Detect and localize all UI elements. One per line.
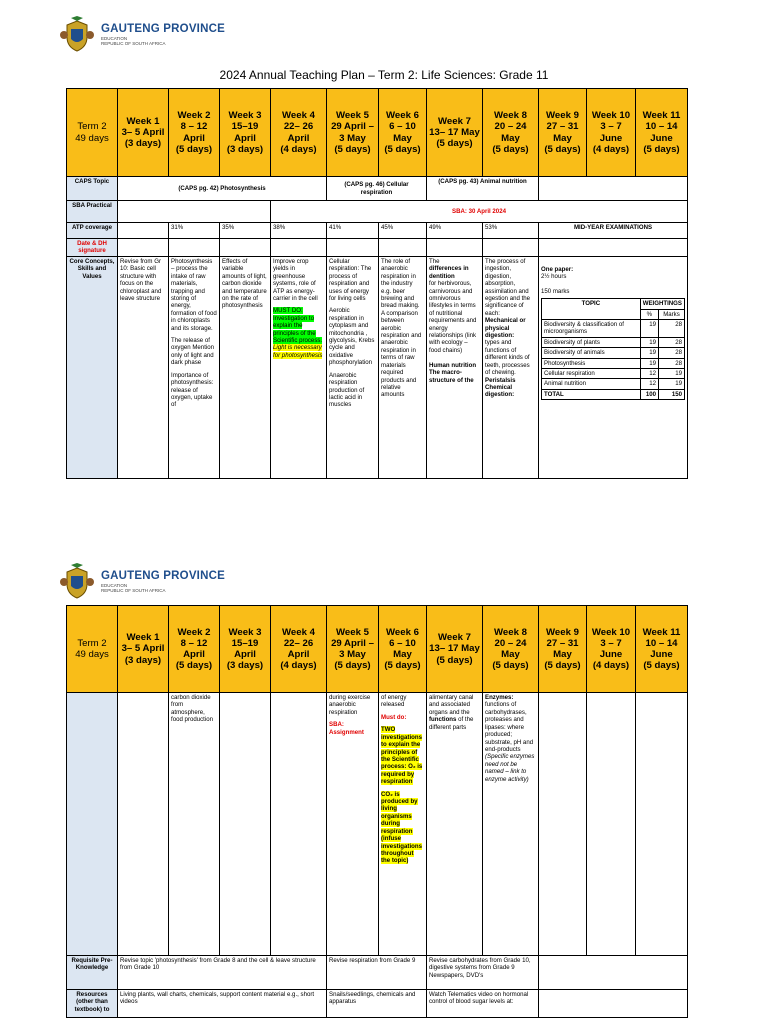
country-name: REPUBLIC OF SOUTH AFRICA [101, 587, 166, 593]
resources-respiration: Snails/seedlings, chemicals and apparatus [327, 990, 427, 1018]
midyear-exams: MID-YEAR EXAMINATIONS [539, 223, 688, 239]
atp-week-2: 31% [169, 223, 220, 239]
caps-topic-label: CAPS Topic [67, 177, 118, 201]
teaching-plan-table-page-1 [66, 88, 688, 479]
weight-row: Animal nutrition 12 19 [542, 379, 685, 389]
week-8-header: Week 8 20 – 24 May (5 days) [483, 606, 539, 693]
exam-details: One paper: 2½ hours 150 marks TOPIC WEIGHTINGS % Marks Biodiversity & classification of microorganisms 19 28 Biodiversity of plants 19 28 Biodiversity of animals 19 28 Photosynthesis 19 28 Cellular respiration 12 19 Animal nutrition 12 19 TOTAL 100 150 [539, 256, 688, 478]
week-5-header: Week 5 29 April – 3 May (5 days) [327, 89, 379, 177]
core-week-10 [587, 693, 636, 956]
week-3-header: Week 3 15–19 April (3 days) [220, 89, 271, 177]
core-week-3: Effects of variable amounts of light, carbon dioxide and temperature on the rate of photosynthesis [220, 256, 271, 478]
week-8-header: Week 8 20 – 24 May (5 days) [483, 89, 539, 177]
week-7-header: Week 7 13– 17 May (5 days) [427, 89, 483, 177]
core-week-2: Photosynthesis – process the intake of raw materials, trapping and storing of energy, formation of food in chloroplasts and its storage. The release of oxygen Mention only of light and dark phase Importance of photosynthesis: release of oxygen, uptake of [169, 256, 220, 478]
requisite-nutrition: Revise carbohydrates from Grade 10, digestive systems from Grade 9 Newspapers, DVD's [427, 956, 539, 990]
weightings-topic-header: TOPIC [542, 299, 641, 320]
province-name: GAUTENG PROVINCE [101, 569, 225, 582]
caps-respiration: (CAPS pg. 46) Cellular respiration [327, 177, 427, 201]
week-2-header: Week 2 8 – 12 April (5 days) [169, 606, 220, 693]
weightings-table: TOPIC WEIGHTINGS % Marks Biodiversity & classification of microorganisms 19 28 Biodiversity of plants 19 28 Biodiversity of animals 19 28 Photosynthesis 19 28 Cellular respiration 12 19 Animal nutrition 12 19 TOTAL 100 150 [541, 298, 685, 400]
core-week-2: carbon dioxide from atmosphere, food production [169, 693, 220, 956]
header-row [67, 89, 688, 177]
atp-week-4: 38% [271, 223, 327, 239]
gauteng-logo-page-2 [57, 562, 225, 602]
province-name: GAUTENG PROVINCE [101, 22, 225, 35]
resources-label: Resources (other than textbook) to [67, 990, 118, 1018]
sba-date: SBA: 30 April 2024 [271, 201, 688, 223]
week-11-header: Week 11 10 – 14 June (5 days) [636, 606, 688, 693]
atp-week-5: 41% [327, 223, 379, 239]
core-week-5: during exercise anaerobic respiration SBA: Assignment [327, 693, 379, 956]
week-4-header: Week 4 22– 26 April (4 days) [271, 89, 327, 177]
weightings-header: WEIGHTINGS [640, 299, 684, 309]
department-name: EDUCATION [101, 583, 128, 589]
week-6-header: Week 6 6 – 10 May (5 days) [379, 606, 427, 693]
core-week-6: of energy released Must do: TWO investigations to explain the principles of the Scientific process: O₂ is required by respiration CO₂ is produced by living organisms during respiration (infuse investigations throughout the topic) [379, 693, 427, 956]
atp-week-7: 49% [427, 223, 483, 239]
requisite-label: Requisite Pre-Knowledge [67, 956, 118, 990]
weight-row: Photosynthesis 19 28 [542, 358, 685, 368]
requisite-empty [539, 956, 688, 990]
caps-topic-row [67, 177, 688, 201]
core-concepts-row [67, 256, 688, 478]
core-week-8: Enzymes: functions of carbohydrases, proteases and lipases: where produced; substrate, pH and end-products (Specific enzymes need not be named – link to enzyme activity) [483, 693, 539, 956]
week-1-header: Week 1 3– 5 April (3 days) [118, 89, 169, 177]
resources-empty [539, 990, 688, 1018]
atp-coverage-row [67, 223, 688, 239]
core-concepts-label: Core Concepts, Skills and Values [67, 256, 118, 478]
coat-of-arms-icon [57, 15, 97, 55]
core-week-1 [118, 693, 169, 956]
caps-empty [539, 177, 688, 201]
teaching-plan-table-page-2 [66, 605, 688, 1018]
term-cell: Term 2 49 days [67, 89, 118, 177]
atp-week-6: 45% [379, 223, 427, 239]
signature-row [67, 239, 688, 257]
core-week-6: The role of anaerobic respiration in the industry e.g. beer brewing and bread making. A comparison between aerobic respiration and anaerobic respiration in terms of raw materials required products and relative amounts [379, 256, 427, 478]
core-week-1: Revise from Gr 10: Basic cell structure with focus on the chloroplast and leave structure [118, 256, 169, 478]
weight-row: Biodiversity of animals 19 28 [542, 348, 685, 358]
week-11-header: Week 11 10 – 14 June (5 days) [636, 89, 688, 177]
department-name: EDUCATION [101, 36, 128, 42]
page-title: 2024 Annual Teaching Plan – Term 2: Life Sciences: Grade 11 [219, 68, 549, 82]
caps-animal-nutrition: (CAPS pg. 43) Animal nutrition [427, 177, 539, 201]
core-week-8: The process of ingestion, digestion, absorption, assimilation and egestion and the significance of each: Mechanical or physical digestion: types and functions of different kinds of teeth, processes of chewing. Peristalsis Chemical digestion: [483, 256, 539, 478]
weight-row: Biodiversity & classification of microorganisms 19 28 [542, 319, 685, 337]
country-name: REPUBLIC OF SOUTH AFRICA [101, 40, 166, 46]
sba-practical-label: SBA Practical [67, 201, 118, 223]
core-week-5: Cellular respiration: The process of respiration and uses of energy for living cells Aerobic respiration in cytoplasm and mitochondria , glycolysis, Krebs cycle and oxidative phosphorylation Anaerobic respiration production of lactic acid in muscles [327, 256, 379, 478]
requisite-respiration: Revise respiration from Grade 9 [327, 956, 427, 990]
week-7-header: Week 7 13– 17 May (5 days) [427, 606, 483, 693]
week-10-header: Week 10 3 – 7 June (4 days) [587, 89, 636, 177]
week-9-header: Week 9 27 – 31 May (5 days) [539, 606, 587, 693]
week-9-header: Week 9 27 – 31 May (5 days) [539, 89, 587, 177]
requisite-photosynthesis: Revise topic 'photosynthesis' from Grade 8 and the cell & leave structure from Grade 10 [118, 956, 327, 990]
week-6-header: Week 6 6 – 10 May (5 days) [379, 89, 427, 177]
caps-photosynthesis: (CAPS pg. 42) Photosynthesis [118, 177, 327, 201]
core-week-7: alimentary canal and associated organs and the functions of the different parts [427, 693, 483, 956]
atp-coverage-label: ATP coverage [67, 223, 118, 239]
core-week-11 [636, 693, 688, 956]
week-3-header: Week 3 15–19 April (3 days) [220, 606, 271, 693]
core-week-9 [539, 693, 587, 956]
resources-nutrition: Watch Telematics video on hormonal control of blood sugar levels at: [427, 990, 539, 1018]
gauteng-logo [57, 15, 225, 55]
weight-row: Cellular respiration 12 19 [542, 369, 685, 379]
requisite-knowledge-row [67, 956, 688, 990]
atp-week-1 [118, 223, 169, 239]
core-week-4 [271, 693, 327, 956]
week-5-header: Week 5 29 April – 3 May (5 days) [327, 606, 379, 693]
core-week-3 [220, 693, 271, 956]
sba-practical-row [67, 201, 688, 223]
weight-total-row: TOTAL 100 150 [542, 389, 685, 399]
week-10-header: Week 10 3 – 7 June (4 days) [587, 606, 636, 693]
coat-of-arms-icon [57, 562, 97, 602]
week-2-header: Week 2 8 – 12 April (5 days) [169, 89, 220, 177]
resources-photosynthesis: Living plants, wall charts, chemicals, support content material e.g., short videos [118, 990, 327, 1018]
core-week-7: The differences in dentition for herbivorous, carnivorous and omnivorous lifestyles in terms of nutritional requirements and energy relationships (link with ecology – food chains) Human nutrition The macro-structure of the [427, 256, 483, 478]
atp-week-8: 53% [483, 223, 539, 239]
sba-empty [118, 201, 271, 223]
signature-label: Date & DH signature [67, 239, 118, 257]
week-1-header: Week 1 3– 5 April (3 days) [118, 606, 169, 693]
core-week-4: Improve crop yields in greenhouse systems, role of ATP as energy-carrier in the cell MUST DO: Investigation to explain the principles of the Scientific process. Light is necessary for photosynthesis [271, 256, 327, 478]
weight-row: Biodiversity of plants 19 28 [542, 337, 685, 347]
term-cell: Term 2 49 days [67, 606, 118, 693]
week-4-header: Week 4 22– 26 April (4 days) [271, 606, 327, 693]
header-row [67, 606, 688, 693]
resources-row [67, 990, 688, 1018]
core-label-empty [67, 693, 118, 956]
atp-week-3: 35% [220, 223, 271, 239]
core-concepts-row-continued [67, 693, 688, 956]
